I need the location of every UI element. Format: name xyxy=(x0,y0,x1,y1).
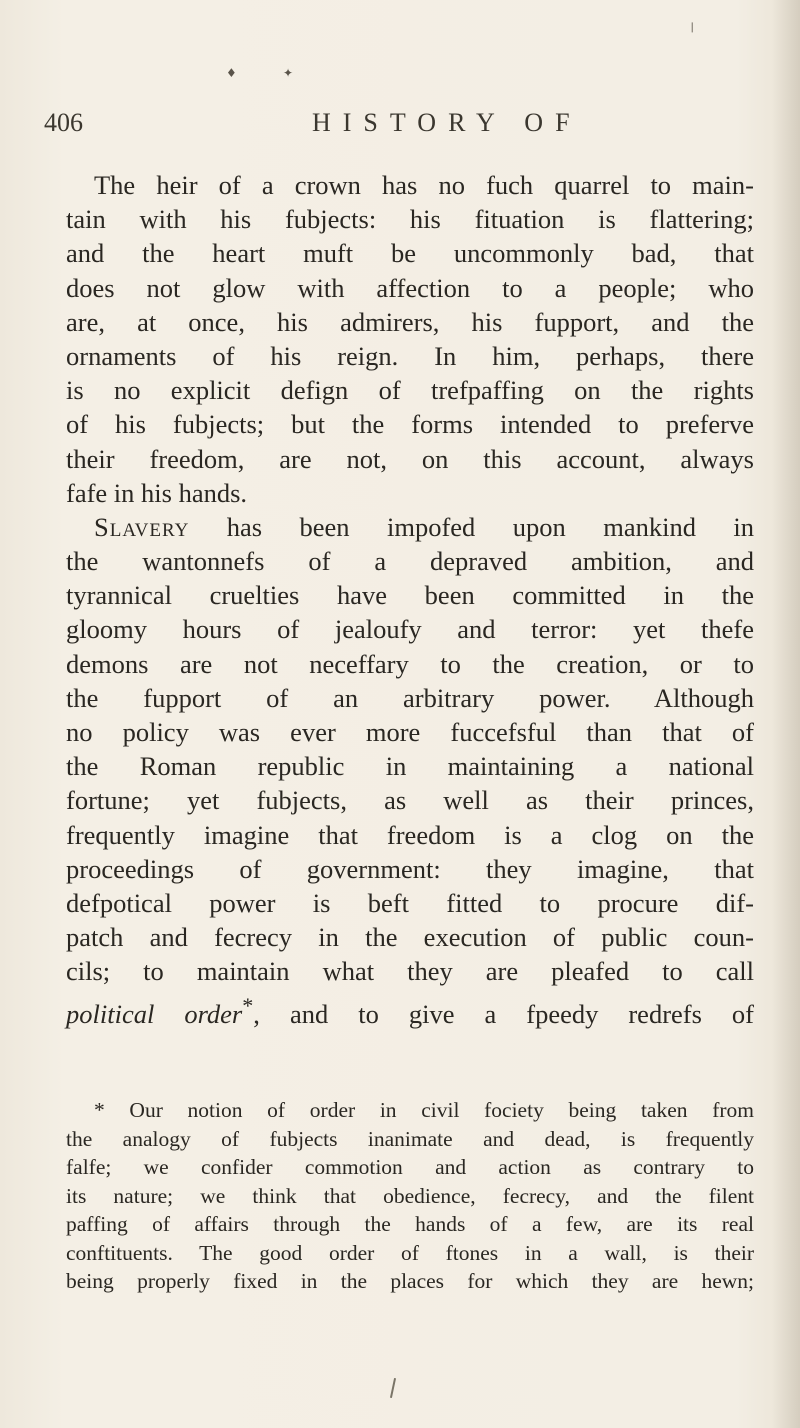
printer-ornament-star: ✦ xyxy=(283,66,294,80)
text-line: the fupport of an arbitrary power. Although xyxy=(66,682,754,713)
text-line: of his fubjects; but the forms intended to preferve xyxy=(66,409,754,440)
text-line: their freedom, are not, on this account, always xyxy=(66,443,754,474)
political-order-phrase: political order xyxy=(66,998,243,1029)
page-header xyxy=(44,108,744,148)
text-line: the Roman republic in maintaining a national xyxy=(66,751,754,782)
text-line: fafe in his hands. xyxy=(66,477,248,508)
text-line: patch and fecrecy in the execution of public coun- xyxy=(66,922,754,953)
text-line: does not glow with affection to a people; who xyxy=(66,272,754,303)
text-line: cils; to maintain what they are pleafed to call xyxy=(66,956,754,987)
text-line: demons are not neceffary to the creation, or to xyxy=(66,648,754,679)
text-line: gloomy hours of jealoufy and terror: yet thefe xyxy=(66,614,754,645)
page-edge-shadow xyxy=(772,0,800,1428)
text-line: and the heart muft be uncommonly bad, that xyxy=(66,238,754,269)
text-line-rest: has been impofed upon mankind in xyxy=(226,511,754,542)
printer-ornament-bar: ❘ xyxy=(688,22,697,33)
footnote-line: its nature; we think that obedience, fecrecy, and the filent xyxy=(66,1183,754,1208)
text-line-slavery xyxy=(66,510,754,544)
text-line: tyrannical cruelties have been committed in the xyxy=(66,580,754,611)
footnote-line: paffing of affairs through the hands of a few, are its real xyxy=(66,1212,754,1236)
text-line: no policy was ever more fuccefsful than that of xyxy=(66,717,754,747)
footnote-line: falfe; we confider commotion and action as contrary to xyxy=(66,1155,754,1179)
text-line: the wantonnefs of a depraved ambition, and xyxy=(66,546,754,577)
main-text-block xyxy=(66,168,755,1029)
text-line: fortune; yet fubjects, as well as their princes, xyxy=(66,785,754,816)
footnote-marker: * xyxy=(242,992,254,1018)
text-line: The heir of a crown has no fuch quarrel to main- xyxy=(94,170,754,200)
running-head: HISTORY OF xyxy=(312,108,582,137)
text-line: frequently imagine that freedom is a clog on the xyxy=(66,819,754,850)
footnote-line: * Our notion of order in civil fociety being taken from xyxy=(94,1098,754,1122)
stray-ink-mark xyxy=(390,1378,396,1398)
footnote-line: conftituents. The good order of ftones in a wall, is their xyxy=(66,1240,754,1265)
text-line-rest: and to give a fpeedy redrefs of xyxy=(289,998,755,1029)
text-line: tain with his fubjects: his fituation is flattering; xyxy=(66,204,754,235)
text-line-political-order: political order*, and to give a fpeedy redrefs of xyxy=(66,992,755,1029)
text-line: defpotical power is beft fitted to procure dif- xyxy=(66,887,754,918)
text-line: ornaments of his reign. In him, perhaps, there xyxy=(66,340,754,371)
text-line: proceedings of government: they imagine, that xyxy=(66,853,754,884)
footnote-line: being properly fixed in the places for which they are hewn; xyxy=(66,1269,754,1293)
footnote-line: the analogy of fubjects inanimate and dead, is frequently xyxy=(66,1126,754,1151)
printer-ornament-diamond: ♦ xyxy=(226,66,237,80)
page-number: 406 xyxy=(44,108,83,137)
slavery-word: Slavery xyxy=(94,511,190,542)
footnote-block xyxy=(66,1096,754,1296)
text-line: is no explicit defign of trefpaffing on the rights xyxy=(66,375,754,406)
text-line: are, at once, his admirers, his fupport, and the xyxy=(66,306,754,337)
